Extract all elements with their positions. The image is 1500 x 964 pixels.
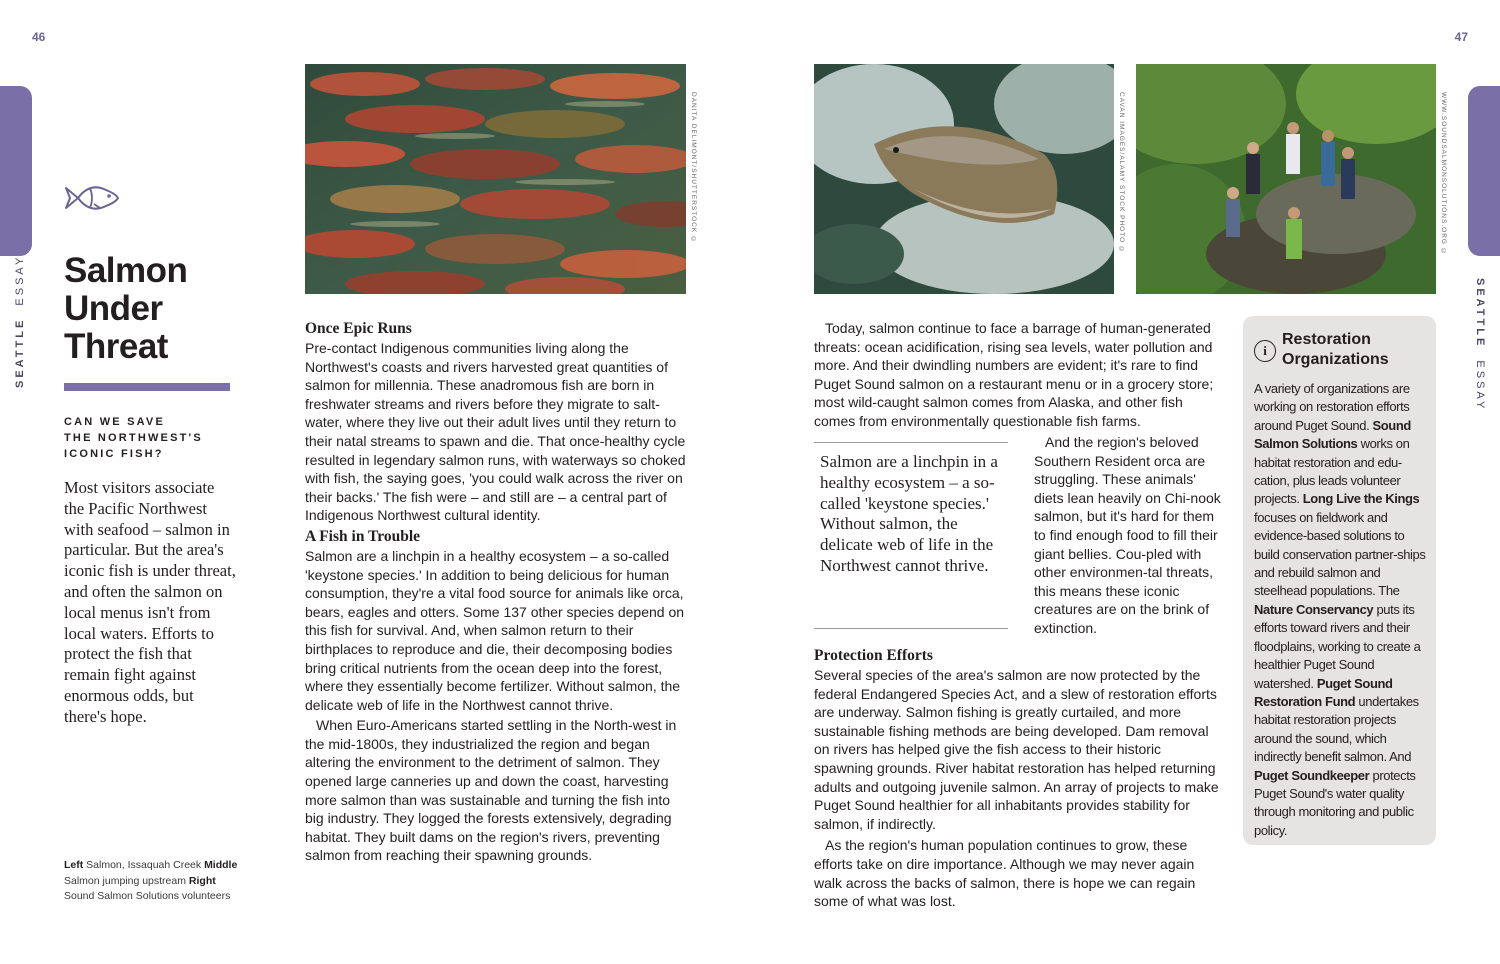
paragraph: Several species of the area's salmon are now protected by the federal Endangered Species Act, and a slew of restoration efforts are underway. Salmon fishing is greatly curtailed, and more sustainable fishing methods are being developed. Dam removal on rivers has helped give the fish access to their historic spawning grounds. River habitat restoration has helped returning adults and outgoing juvenile salmon. An array of projects to make Puget Sound healthier for all inhabitants provides stability for salmon, if indirectly. xyxy=(814,667,1219,832)
paragraph: As the region's human population continues to grow, these efforts take on dire importance. Although we may never again walk across the backs of salmon, there is hope we can regain some of what was lost. xyxy=(814,837,1196,910)
photo-credit-3: WWW.SOUNDSALMONSOLUTIONS.ORG © xyxy=(1440,92,1447,256)
title-rule xyxy=(64,383,230,391)
fish-icon xyxy=(64,178,120,223)
photo-volunteers xyxy=(1136,64,1436,294)
photo-salmon-issaquah-creek xyxy=(305,64,686,294)
paragraph: Salmon are a linchpin in a healthy ecosystem – a so-called 'keystone species.' In addition to being delicious for human consumption, they're a vital food source for animals like orca, bears, eagles and otters. Some 137 other species depend on this fish for survival. And, when salmon return to their birthplaces to reproduce and die, their decomposing bodies bring critical nutrients from the ocean deep into the forest, where they essentially become fertilizer. Without salmon, the delicate web of life in the Northwest cannot thrive. xyxy=(305,547,685,713)
heading-once-epic-runs: Once Epic Runs xyxy=(305,320,412,337)
section-label-left: SEATTLE ESSAY xyxy=(14,254,26,388)
section-label-right: SEATTLE ESSAY xyxy=(1474,278,1486,412)
photo-salmon-jumping xyxy=(814,64,1114,294)
article-title: Salmon Under Threat xyxy=(64,251,188,366)
article-column-2-top xyxy=(814,319,1224,431)
article-column-2-bottom xyxy=(814,646,1224,911)
heading-fish-in-trouble: A Fish in Trouble xyxy=(305,527,421,545)
article-column-1 xyxy=(305,319,689,865)
pull-quote: Salmon are a linchpin in a healthy ecosystem – a so-called 'keystone species.' Without salmon, the delicate web of life in the Northwest cannot thrive. xyxy=(814,442,1008,629)
photo-caption: Left Salmon, Issaquah Creek Middle Salmon jumping upstream Right Sound Salmon Solutions volunteers xyxy=(64,859,238,902)
paragraph: Today, salmon continue to face a barrage of human-generated threats: ocean acidification, rising sea levels, water pollution and more. And their dwindling numbers are evident; it's rare to find Puget Sound salmon on a restaurant menu or in a grocery store; most wild-caught salmon comes from Alaska, and other fish comes from environmentally questionable fish farms. xyxy=(814,320,1214,429)
page-number-right: 47 xyxy=(1454,30,1468,44)
sidebar-restoration-organizations xyxy=(1243,316,1436,845)
photo-credit-2: CAVAN IMAGES/ALAMY STOCK PHOTO © xyxy=(1118,92,1125,254)
section-tab-right xyxy=(1468,86,1500,256)
page-number-left: 46 xyxy=(32,30,46,44)
paragraph: When Euro-Americans started settling in the North-west in the mid-1800s, they industrialized the region and began altering the environment to the detriment of salmon. They opened large canneries up and down the coast, harvesting more salmon than was sustainable and turning the fish into big industry. They logged the forests extensively, degrading habitat. They built dams on the region's rivers, preventing salmon from reaching their spawning grounds. xyxy=(305,717,677,864)
paragraph: And the region's beloved Southern Resident orca are struggling. These animals' diets lean heavily on Chi-nook salmon, but it's hard for them to find enough food to fill their giant bellies. Cou-pled with other environmen-tal threats, this means these iconic creatures are on the brink of extinction. xyxy=(1034,434,1221,636)
sidebar-body: A variety of organizations are working on restoration efforts around Puget Sound. Sound Salmon Solutions works on habitat restoration and edu-cation, plus leads volunteer projects. Long Live the Kings focuses on fieldwork and evidence-based solutions to build conservation partner-ships and rebuild salmon and steelhead populations. The Nature Conservancy puts its efforts toward rivers and their floodplains, working to create a healthier Puget Sound watershed. Puget Sound Restoration Fund undertakes habitat restoration projects around the sound, which indirectly benefit salmon. And Puget Soundkeeper protects Puget Sound's water quality through monitoring and public policy. xyxy=(1254,381,1426,838)
heading-protection-efforts: Protection Efforts xyxy=(814,647,933,664)
kicker: CAN WE SAVE THE NORTHWEST'S ICONIC FISH? xyxy=(64,416,203,460)
sidebar-title: Restoration Organizations xyxy=(1282,331,1389,368)
section-tab-left xyxy=(0,86,32,256)
intro-paragraph: Most visitors associate the Pacific Northwest with seafood – salmon in particular. But the area's iconic fish is under threat, and often the salmon on local menus isn't from local waters. Efforts to protect the fish that remain fight against enormous odds, but there's hope. xyxy=(64,478,236,726)
article-column-2-side xyxy=(1034,433,1224,638)
paragraph: Pre-contact Indigenous communities living along the Northwest's coasts and rivers harvested great quantities of salmon for millennia. These anadromous fish are born in freshwater streams and rivers before they migrate to salt-water, where they live out their adult lives until they return to their natal streams to spawn and die. That once-healthy cycle resulted in legendary salmon runs, with waterways so choked with fish, the saying goes, 'you could walk across the river on their backs.' The fish were – and still are – a central part of Indigenous Northwest cultural identity. xyxy=(305,340,686,524)
info-icon: i xyxy=(1254,340,1276,362)
photo-credit-1: DANITA DELIMONT/SHUTTERSTOCK © xyxy=(690,92,697,244)
